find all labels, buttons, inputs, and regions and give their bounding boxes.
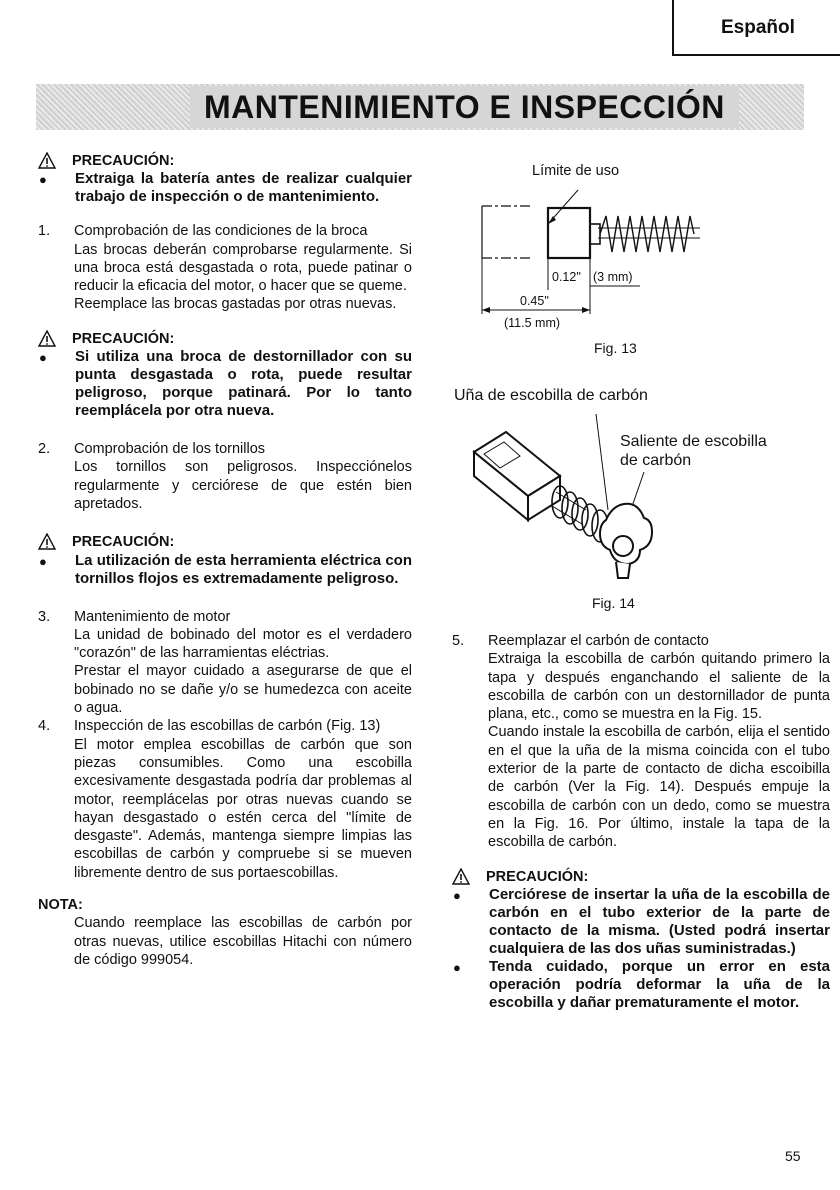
language-tab [672,0,840,56]
caution-text: Si utiliza una broca de destornillador con su punta desgastada o rota, puede resultar peligroso, porque patinará. Por lo tanto reemplácela por otra nueva. [75,348,412,420]
right-column [452,632,830,1012]
fig13-limit-label: Límite de uso [532,163,620,179]
item-text: El motor emplea escobillas de carbón que son piezas consumibles. Como una escobilla excesivamente desgastada podría dar problemas al motor, reemplácelas por otras nuevas cuando se hayan desgastado o estén cerca del "límite de desgaste". Además, mantenga siempre limpias las escobillas de carbón y compruebe si se mueven libremente dentro de sus portaescobillas. [74,736,412,881]
fig14-protrusion-label-2: de carbón [620,452,692,469]
warning-triangle-icon [38,533,72,551]
item-text: Cuando instale la escobilla de carbón, elija el sentido en el que la uña de la misma coincida con el tubo exterior de la parte de contacto de dicha escoibilla de carbón (Ver la Fig. 14). Después empuje la escobilla de carbón con un dedo, como se muestra en la Fig. 16. Por último, instale la tapa de la escobilla de carbón. [488,724,830,851]
list-item [452,632,830,852]
list-item [38,222,412,313]
fig13-dim-small-mm: (3 mm) [593,270,633,284]
caution-label: PRECAUCIÓN: [486,868,589,885]
item-text: Las brocas deberán comprobarse regularmente. Si una broca está desgastada o rota, puede patinar o reducir la eficacia del motor, o hacer que se queme. [74,241,412,295]
caution-heading [38,330,412,348]
fig13-dim-small-in: 0.12" [552,270,581,284]
fig14-nail-label: Uña de escobilla de carbón [454,387,648,404]
fig14-protrusion-label: Saliente de escobilla [620,433,767,450]
caution-label: PRECAUCIÓN: [72,153,175,169]
item-text: Reemplace las brocas gastadas por otras nuevas. [74,296,397,313]
item-title: Comprobación de las condiciones de la broca [74,223,368,240]
caution-label: PRECAUCIÓN: [72,534,175,551]
note-text: Cuando reemplace las escobillas de carbón por otras nuevas, utilice escobillas Hitachi con número de código 999054. [74,915,412,968]
page-number: 55 [785,1148,801,1164]
item-title: Mantenimiento de motor [74,608,231,625]
item-title: Comprobación de los tornillos [74,441,266,458]
caution-label: PRECAUCIÓN: [72,330,175,347]
item-number: 5. [452,633,465,649]
fig13-dim-large-in: 0.45" [520,294,549,308]
bullet-dot-icon: ● [39,172,47,188]
item-title: Reemplazar el carbón de contacto [488,633,709,649]
note-heading: NOTA: [38,897,83,914]
caution-bullet [38,170,412,206]
caution-heading [38,152,412,170]
item-text: Los tornillos son peligrosos. Inspecciónelos regularmente y cerciórese de que estén bien apretados. [74,459,412,512]
bullet-dot-icon: ● [39,350,47,366]
fig13-caption: Fig. 13 [594,340,637,356]
language-label: Español [721,17,795,38]
bullet-dot-icon: ● [453,887,461,903]
caution-heading [452,868,830,886]
item-number: 4. [38,718,51,735]
bullet-dot-icon: ● [453,959,461,975]
warning-triangle-icon [38,152,72,170]
item-text: Extraiga la escobilla de carbón quitando primero la tapa y después enganchando el saliente de la escobilla de carbón con un destornillador de punta plana, etc., como se muestra en la Fig. 15. [488,651,830,723]
fig13-dim-large-mm: (11.5 mm) [504,316,561,330]
fig13-brush-wear-diagram [470,186,720,336]
caution-text: Extraiga la batería antes de realizar cualquier trabajo de inspección o de mantenimiento. [75,170,412,206]
list-item [38,717,412,882]
caution-text: Cerciórese de insertar la uña de la escobilla de carbón en el tubo exterior de la parte de contacto de la misma. (Usted podrá insertar cualquiera de las dos uñas suministradas.) [489,885,830,957]
item-title: Inspección de las escobillas de carbón (Fig. 13) [74,718,381,735]
fig14-caption: Fig. 14 [592,595,635,611]
fig14-carbon-brush-diagram [460,410,670,590]
caution-text: Tenda cuidado, porque un error en esta operación podría deformar la uña de la escobilla y dañar prematuramente el motor. [489,957,830,1011]
item-number: 3. [38,608,51,625]
caution-heading [38,533,412,551]
list-item [38,440,412,513]
item-number: 1. [38,223,51,240]
caution-bullet [452,958,830,1012]
bullet-dot-icon: ● [39,553,47,569]
list-item [38,608,412,718]
item-text: Prestar el mayor cuidado a asegurarse de que el bobinado no se dañe y/o se humedezca con aceite o agua. [74,663,412,717]
section-banner [36,84,804,130]
page-title: MANTENIMIENTO E INSPECCIÓN [190,86,739,128]
warning-triangle-icon [38,330,72,348]
caution-text: La utilización de esta herramienta eléctrica con tornillos flojos es extremadamente peligroso. [75,551,412,587]
caution-bullet [452,886,830,958]
item-text: La unidad de bobinado del motor es el verdadero "corazón" de las harramientas eléctrias. [74,626,412,662]
caution-bullet [38,552,412,588]
item-number: 2. [38,441,51,458]
caution-bullet [38,348,412,420]
left-column [38,152,412,969]
warning-triangle-icon [452,868,486,886]
